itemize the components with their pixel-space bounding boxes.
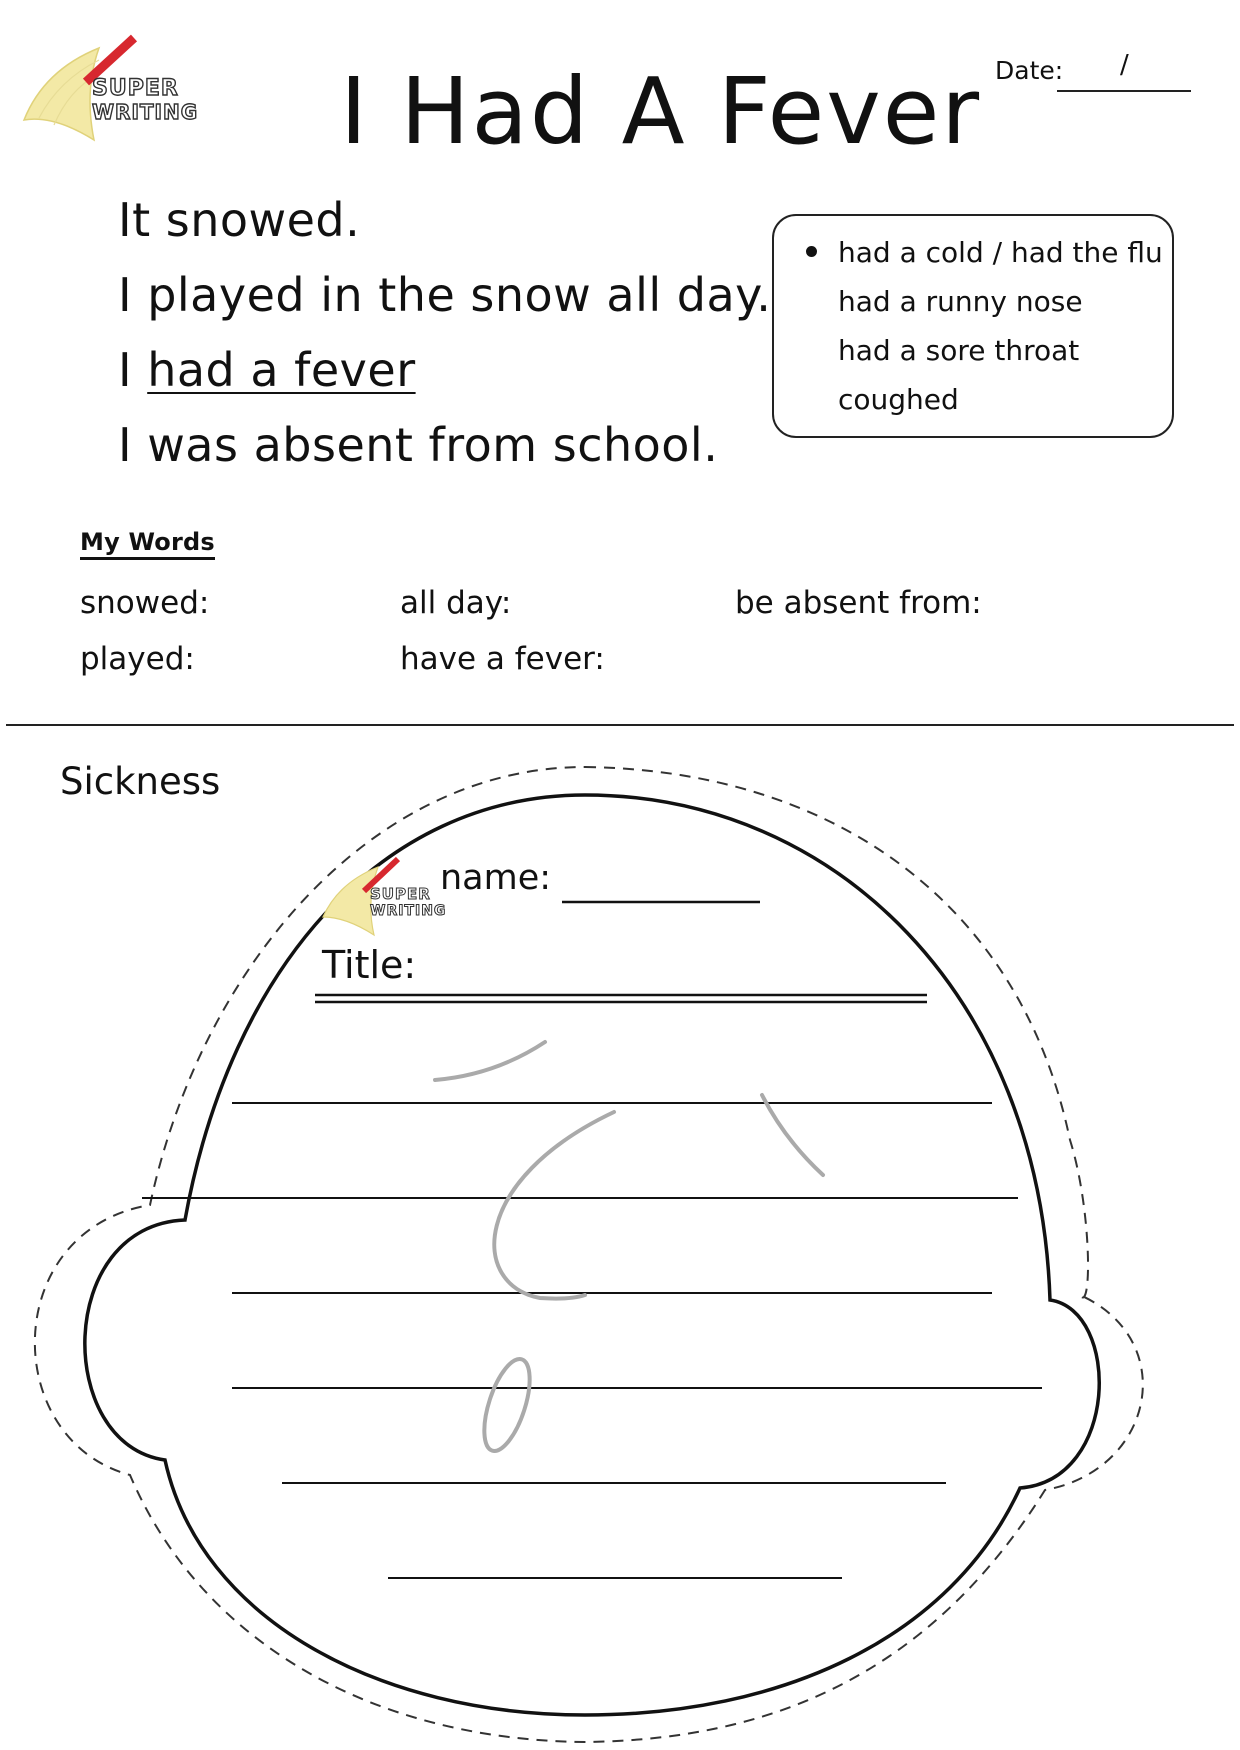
logo-text-super: SUPER <box>92 76 179 101</box>
worksheet-title: I Had A Fever <box>340 58 982 165</box>
option-item: coughed <box>838 383 959 416</box>
vocab-played: played: <box>80 641 195 677</box>
sentence-3 <box>118 343 416 397</box>
option-item: had a sore throat <box>838 334 1080 367</box>
super-writing-logo-small <box>318 855 458 945</box>
vocab-be-absent-from: be absent from: <box>735 585 982 621</box>
sentence-3-prefix: I <box>118 343 148 397</box>
super-writing-logo <box>14 30 214 150</box>
logo-text-writing: WRITING <box>370 903 447 919</box>
logo-text-super: SUPER <box>370 885 431 903</box>
date-field-line[interactable] <box>1057 90 1191 92</box>
writing-theme-label: Sickness <box>60 760 221 803</box>
logo-text-writing: WRITING <box>92 100 199 124</box>
vocab-all-day: all day: <box>400 585 512 621</box>
section-divider <box>6 724 1234 726</box>
my-words-heading: My Words <box>80 528 215 560</box>
title-label: Title: <box>322 943 417 987</box>
date-separator: / <box>1120 50 1129 80</box>
writing-sheet-shape <box>0 740 1240 1750</box>
date-label: Date: <box>995 56 1064 85</box>
option-item: had a runny nose <box>838 285 1083 318</box>
sentence-1: It snowed. <box>118 193 361 247</box>
sentence-2: I played in the snow all day. <box>118 268 772 322</box>
name-label: name: <box>440 858 552 898</box>
option-item: had a cold / had the flu <box>838 236 1163 269</box>
sentence-4: I was absent from school. <box>118 418 719 472</box>
sentence-3-target-phrase: had a fever <box>147 343 416 397</box>
bullet-icon <box>806 246 817 257</box>
vocab-have-a-fever: have a fever: <box>400 641 605 677</box>
vocab-snowed: snowed: <box>80 585 210 621</box>
